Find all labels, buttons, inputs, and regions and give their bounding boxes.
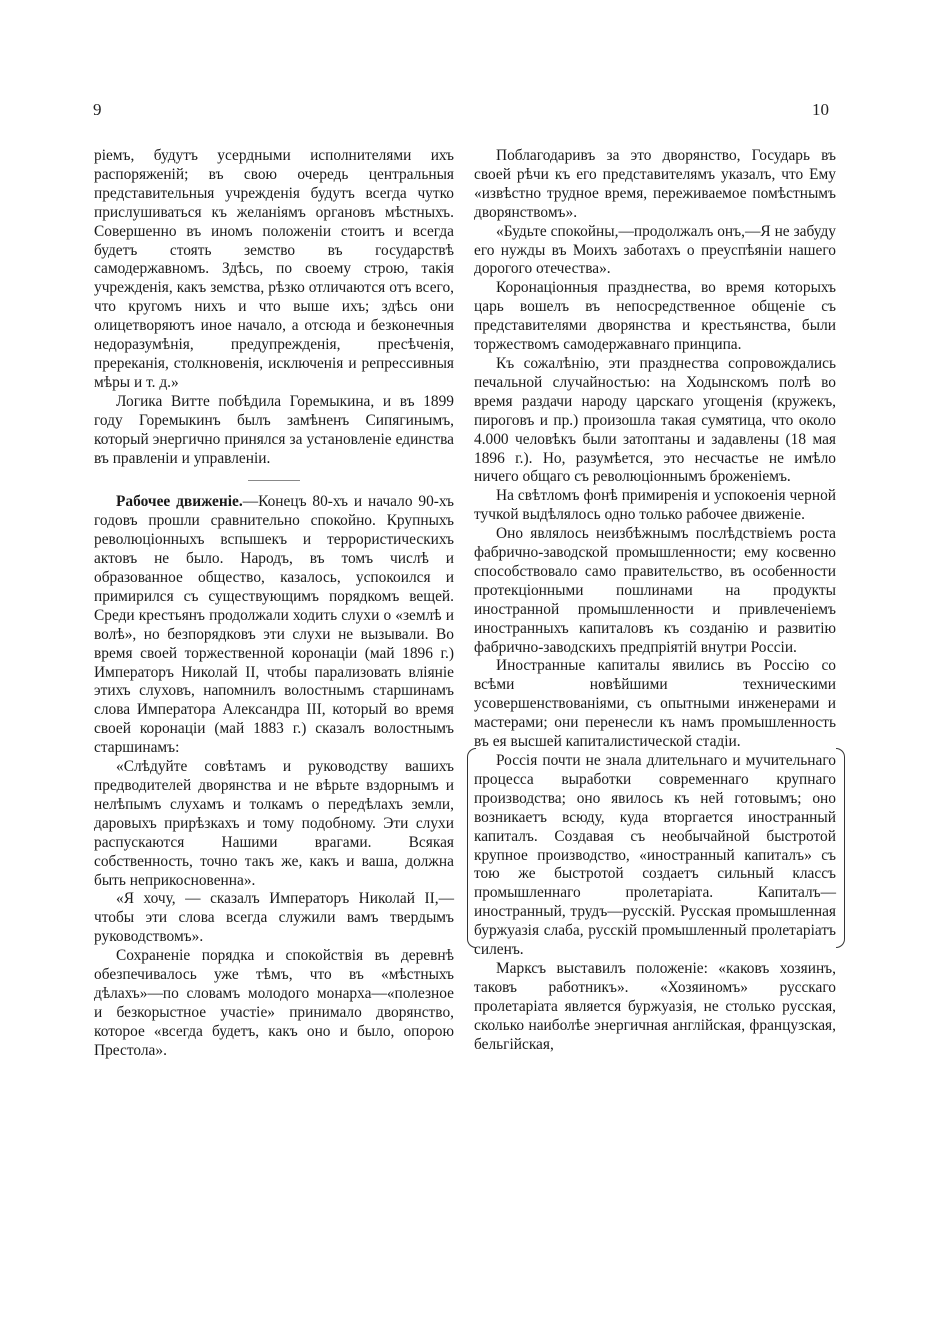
paragraph: Къ сожалѣнію, эти празднества сопровождались печальной случайностью: на Ходынскомъ полѣ во время раздачи народу царскаго угощенія (кружекъ, пироговъ и пр.) произошла такая сумятица, что около 4.000 человѣкъ были затоптаны и задавлены (18 мая 1896 г.). Но, разумѣется, это несчастье не имѣло ничего общаго съ революціоннымъ броженіемъ.: [474, 354, 836, 486]
paragraph: Коронаціонныя празднества, во время которыхъ царь вошелъ въ непосредственное общеніе съ представителями дворянства и крестьянства, были торжествомъ самодержавнаго принципа.: [474, 279, 836, 354]
section-paragraph: [94, 493, 454, 758]
paragraph: Оно являлось неизбѣжнымъ послѣдствіемъ роста фабрично-заводской промышленности; ему косвенно способствовало само правительство, въ особенности протекціонными пошлинами на продукты иностранной промышленности и привлеченіемъ иностранныхъ капиталовъ къ созданію и развитію фабрично-заводскихъ предпріятій внутри Россіи.: [474, 525, 836, 656]
section-heading: Рабочее движеніе.: [116, 493, 243, 511]
handwritten-bracket-left: [467, 748, 476, 948]
page-number-left: 9: [93, 100, 102, 119]
handwritten-bracket-right: [836, 748, 845, 948]
paragraph: ріемъ, будутъ усердными исполнителями ихъ распоряженій; въ свою очередь центральныя представительныя учрежденія будутъ всегда чутко прислушиваться къ желаніямъ органовъ мѣстныхъ. Совершенно въ иномъ положеніи стоитъ и всегда будетъ стоять земство въ государствѣ самодержавномъ. Здѣсь, по своему строю, такія учрежденія, какъ земства, рѣзко отличаются отъ всего, что кругомъ нихъ и что выше ихъ; здѣсь они олицетворяютъ иное начало, а отсюда и безконечныя недоразумѣнія, предупрежденія, пресѣченія, пререканія, столкновенія, исключенія и репрессивныя мѣры и т. д.»: [94, 147, 454, 391]
marked-paragraph: Россія почти не знала длительнаго и мучительнаго процесса выработки современнаго крупнаго производства; оно явилось къ ней готовымъ; оно возникаетъ всюду, куда вторгается иностранный капиталъ. Создавая съ необычайной быстротой крупное производство, «иностранный капиталъ» съ тою же быстротой создаетъ сильный классъ промышленнаго пролетаріата. Капиталъ—иностранный, трудъ—русскій. Русская промышленная буржуазія слаба, русскій промышленный пролетаріатъ силенъ.: [474, 752, 836, 959]
paragraph: «Слѣдуйте совѣтамъ и руководству вашихъ предводителей дворянства и не вѣрьте вздорнымъ и нелѣпымъ слухамъ и толкамъ о передѣлахъ земли, даровыхъ прирѣзкахъ и тому подобному. Эти слухи распускаются Нашими врагами. Всякая собственность, точно такъ же, какъ и ваша, должна быть неприкосновенна».: [94, 758, 454, 889]
right-column: [474, 147, 836, 1055]
page-number-right: 10: [812, 100, 829, 119]
paragraph: Сохраненіе порядка и спокойствія въ деревнѣ обезпечивалось уже тѣмъ, что въ «мѣстныхъ дѣлахъ»—по словамъ молодого монарха—«полезное и безкорыстное участіе» принимало дворянство, которое «всегда будетъ, какъ оно и было, опорою Престола».: [94, 947, 454, 1059]
section-text: —Конецъ 80-хъ и начало 90-хъ годовъ прошли сравнительно спокойно. Крупныхъ революціонныхъ вспышекъ и террористическихъ актовъ не было. Народъ, въ томъ числѣ и образованное общество, казалось, успокоился и примирился съ существующимъ порядкомъ вещей. Среди крестьянъ продолжали ходить слухи о «землѣ и волѣ», но безпорядковъ эти слухи не вызывали. Во время своей торжественной коронаціи (май 1896 г.) Императоръ Николай II, чтобы парализовать вліяніе этихъ слуховъ, напомнилъ волостнымъ старшинамъ слова Императора Александра III, который во время своей коронаціи (май 1883 г.) сказалъ волостнымъ старшинамъ:: [94, 493, 454, 757]
left-column: [94, 147, 454, 1061]
paragraph: На свѣтломъ фонѣ примиренія и успокоенія черной тучкой выдѣлялось одно только рабочее движеніе.: [474, 487, 836, 524]
marked-paragraph: Иностранные капиталы явились въ Россію со всѣми новѣйшими техническими усовершенствованіями, съ опытными инженерами и мастерами; они перенесли къ намъ промышленность въ ея высшей капиталистической стадіи.: [474, 657, 836, 751]
paragraph: «Я хочу, — сказалъ Императоръ Николай II,— чтобы эти слова всегда служили вамъ твердымъ руководствомъ».: [94, 890, 454, 946]
paragraph: Поблагодаривъ за это дворянство, Государь въ своей рѣчи къ его представителямъ указалъ, что Ему «извѣстно трудное время, переживаемое помѣстнымъ дворянствомъ».: [474, 147, 836, 221]
section-divider: [248, 480, 300, 481]
paragraph: Логика Витте побѣдила Горемыкина, и въ 1899 году Горемыкинъ былъ замѣненъ Сипягинымъ, который энергично принялся за установленіе единства въ правленіи и управленіи.: [94, 392, 454, 467]
paragraph: Марксъ выставилъ положеніе: «каковъ хозяинъ, таковъ работникъ». «Хозяиномъ» русскаго пролетаріата является буржуазія, не столько русская, сколько наиболѣе энергичная англійская, французская, бельгійская,: [474, 959, 836, 1053]
paragraph: «Будьте спокойны,—продолжалъ онъ,—Я не забуду его нужды въ Моихъ заботахъ о преуспѣяніи нашего дорогого отечества».: [474, 222, 836, 278]
